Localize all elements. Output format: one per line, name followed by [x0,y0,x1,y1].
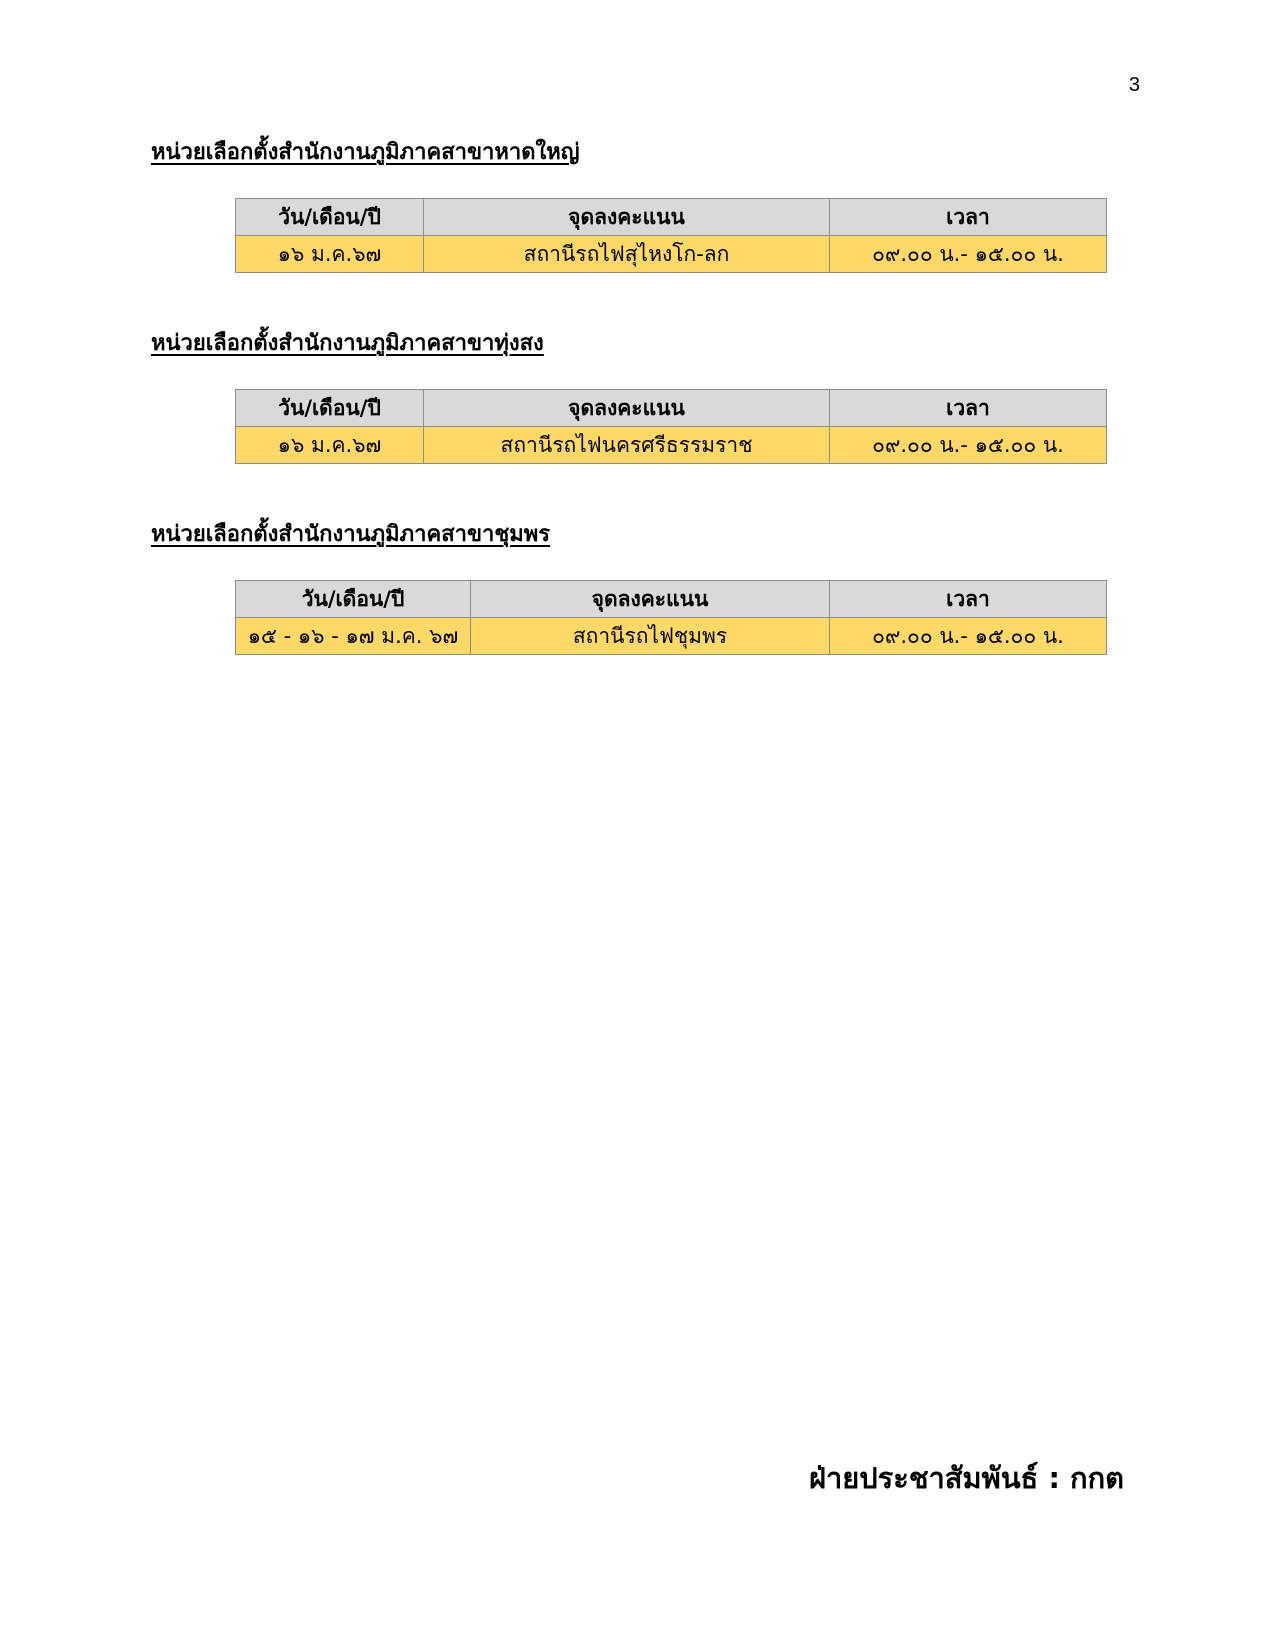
column-header-date: วัน/เดือน/ปี [236,390,424,427]
footer-credit: ฝ่ายประชาสัมพันธ์ : กกต [809,1461,1124,1495]
section-heading-chumphon: หน่วยเลือกตั้งสำนักงานภูมิภาคสาขาชุมพร [151,522,551,547]
table-header-row [236,390,1107,427]
cell-location: สถานีรถไฟสุไหงโก-ลก [424,236,830,273]
table-row [236,618,1107,655]
section-heading-hat-yai: หน่วยเลือกตั้งสำนักงานภูมิภาคสาขาหาดใหญ่ [151,140,580,165]
table-row [236,236,1107,273]
column-header-date: วัน/เดือน/ปี [236,581,471,618]
cell-date: ๑๕ - ๑๖ - ๑๗ ม.ค. ๖๗ [236,618,471,655]
section-heading-thung-song: หน่วยเลือกตั้งสำนักงานภูมิภาคสาขาทุ่งสง [151,331,544,356]
cell-time: ๐๙.๐๐ น.- ๑๕.๐๐ น. [830,618,1107,655]
column-header-time: เวลา [830,581,1107,618]
column-header-date: วัน/เดือน/ปี [236,199,424,236]
cell-date: ๑๖ ม.ค.๖๗ [236,236,424,273]
column-header-time: เวลา [830,390,1107,427]
column-header-location: จุดลงคะแนน [424,199,830,236]
cell-date: ๑๖ ม.ค.๖๗ [236,427,424,464]
cell-time: ๐๙.๐๐ น.- ๑๕.๐๐ น. [830,427,1107,464]
table-header-row [236,199,1107,236]
column-header-location: จุดลงคะแนน [424,390,830,427]
column-header-location: จุดลงคะแนน [471,581,830,618]
column-header-time: เวลา [830,199,1107,236]
cell-location: สถานีรถไฟนครศรีธรรมราช [424,427,830,464]
table-row [236,427,1107,464]
cell-time: ๐๙.๐๐ น.- ๑๕.๐๐ น. [830,236,1107,273]
schedule-table-chumphon [235,580,1107,655]
cell-location: สถานีรถไฟชุมพร [471,618,830,655]
schedule-table-hat-yai [235,198,1107,273]
page-number: 3 [1128,74,1140,96]
schedule-table-thung-song [235,389,1107,464]
table-header-row [236,581,1107,618]
